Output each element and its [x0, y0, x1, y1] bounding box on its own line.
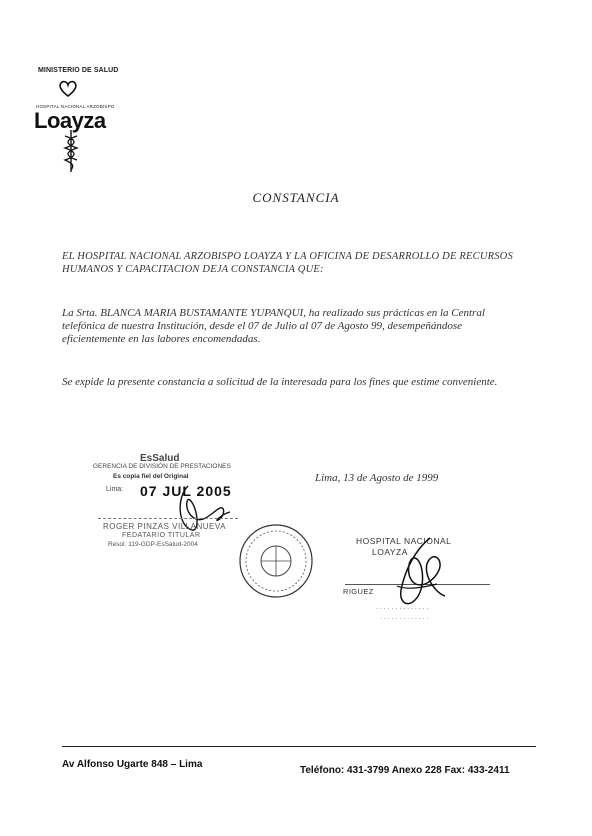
essalud-stamp-role: FEDATARIO TITULAR: [122, 532, 201, 539]
essalud-stamp-title: EsSalud: [140, 453, 180, 464]
purpose-paragraph: Se expide la presente constancia a solicitud de la interesada para los fines que estime conveniente.: [62, 376, 498, 388]
hospital-signature-icon: [375, 530, 465, 620]
essalud-stamp-divider: [98, 518, 238, 519]
hospital-stamp-faint-line-2: . . . . . . . . . . . . .: [380, 614, 429, 621]
footer-divider: [62, 746, 536, 747]
essalud-stamp-resolution: Resol. 119-GDP-EsSalud-2004: [108, 541, 198, 548]
heart-logo-icon: [58, 80, 78, 98]
hospital-stamp-line2: LOAYZA: [372, 547, 408, 557]
essalud-stamp-date: 07 JUL 2005: [140, 483, 232, 499]
essalud-stamp-copy: Es copia fiel del Original: [113, 473, 189, 480]
hospital-small-label: HOSPITAL NACIONAL ARZOBISPO: [36, 104, 115, 109]
footer-phone: Teléfono: 431-3799 Anexo 228 Fax: 433-2411: [300, 765, 510, 776]
date-line: Lima, 13 de Agosto de 1999: [315, 472, 439, 484]
caduceus-icon: [62, 130, 80, 172]
hospital-logo-text: Loayza: [34, 108, 106, 133]
essalud-stamp-name: ROGER PINZAS VILLANUEVA: [103, 522, 226, 531]
document-title: CONSTANCIA: [252, 190, 340, 205]
hospital-stamp-line3: RIGUEZ: [343, 587, 374, 596]
footer-address: Av Alfonso Ugarte 848 – Lima: [62, 759, 203, 770]
essalud-stamp-lima: Lima:: [106, 486, 124, 493]
essalud-stamp-division: GERENCIA DE DIVISIÓN DE PRESTACIONES: [93, 463, 231, 470]
ministry-label: MINISTERIO DE SALUD: [38, 67, 119, 74]
round-seal-icon: [237, 522, 315, 600]
intro-paragraph: EL HOSPITAL NACIONAL ARZOBISPO LOAYZA Y LA OFICINA DE DESARROLLO DE RECURSOS HUMANOS Y CAPACITACION DEJA CONSTANCIA QUE:: [62, 251, 513, 275]
body-paragraph: La Srta. BLANCA MARIA BUSTAMANTE YUPANQUI, ha realizado sus prácticas en la Central telefónica de nuestra Institución, desde el 07 de Julio al 07 de Agosto 99, desempeñándose eficientemente en las labores encomendadas.: [62, 307, 485, 345]
hospital-stamp-faint-line: . . . . . . . . . . . . . .: [376, 604, 429, 611]
hospital-stamp-line1: HOSPITAL NACIONAL: [356, 536, 452, 546]
